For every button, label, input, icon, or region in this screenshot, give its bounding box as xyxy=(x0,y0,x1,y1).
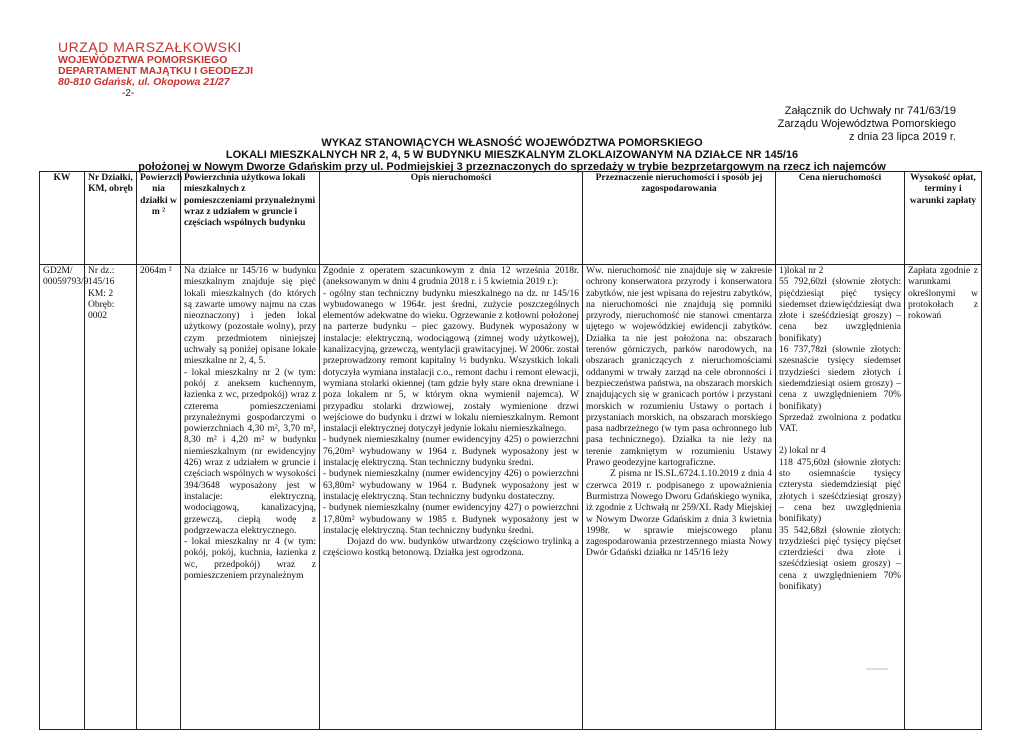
price-line: 2) lokal nr 4 xyxy=(779,446,826,457)
purpose-paragraph: Z pisma nr IS.SL.6724.1.10.2019 z dnia 4 czerwca 2019 r. podpisanego z upoważnienia Burmistrza Nowego Dworu Gdańskiego wynika, iż zgodnie z Uchwałą nr 259/XL Rady Miejskiej w Nowym Dworze Gdańskim z dnia 3 kwietnia 1998r. w sprawie miejscowego planu zagospodarowania przestrzennego miasta Nowy Dwór Gdański działka nr 145/16 leży xyxy=(586,469,773,559)
document-title xyxy=(0,137,1024,173)
title-line-1: WYKAZ STANOWIĄCYCH WŁASNOŚĆ WOJEWÓDZTWA POMORSKIEGO xyxy=(321,137,703,149)
table-header-row xyxy=(40,172,982,265)
header-description: Opis nieruchomości xyxy=(320,172,583,265)
opis-paragraph: - budynek niemieszkalny (numer ewidencyjny 427) o powierzchni 17,80m² wybudowany w 1985 r. Budynek wyposażony jest w instalację elektryczną. Stan techniczny budynku średni. xyxy=(323,503,579,536)
cell-price xyxy=(776,265,905,730)
price-line: 55 792,60zł (słownie złotych: pięćdziesiąt pięć tysięcy siedemset dziewięćdziesiąt dwa złote i sześćdziesiąt groszy) – cena bez uwzględnienia bonifikaty) xyxy=(779,277,901,344)
price-line: Sprzedaż zwolniona z podatku VAT. xyxy=(779,412,901,435)
annex-line-3: z dnia 23 lipca 2019 r. xyxy=(848,131,956,143)
lokale-paragraph: - lokal mieszkalny nr 2 (w tym: pokój z aneksem kuchennym, łazienka z wc, przedpokój) wraz z czterema pomieszczeniami przynależnymi gospodarczymi o powierzchniach 4,30 m², 3,70 m², 8,30 m² i 4,20 m² w budynku niemieszkalnym (nr ewidencyjny 426) wraz z udziałem w gruncie i częściach wspólnych w wysokości 394/3648 wyposażony jest w instalacje: elektryczną, wodociągową, kanalizacyjną, grzewczą, ciepłą wodę z podgrzewacza elektrycznego. xyxy=(184,367,316,536)
price-line: 35 542,68zł (słownie złotych: trzydzieści pięć tysięcy pięćset czterdzieści dwa złote i sześćdziesiąt osiem groszy) – cena z uwzględnieniem 70% bonifikaty) xyxy=(779,525,901,593)
header-area: Powierzch nia działki w m ² xyxy=(137,172,181,265)
cell-fees: Zapłata zgodnie z warunkami określonymi w protokołach z rokowań xyxy=(905,265,982,730)
stamp-line-2: WOJEWÓDZTWA POMORSKIEGO xyxy=(58,54,228,66)
title-line-3: położonej w Nowym Dworze Gdańskim przy ul. Podmiejskiej 3 przeznaczonych do sprzedaży w trybie bezprzetargowym na rzecz ich najemców xyxy=(138,161,886,173)
scan-mark xyxy=(866,668,888,670)
cell-purpose xyxy=(583,265,776,730)
opis-paragraph: - ogólny stan techniczny budynku mieszkalnego na dz. nr 145/16 wybudowanego w 1964r. jest średni, zużycie poszczególnych elementów adekwatne do wieku. Ogrzewanie z kotłowni położonej na parterze budynku – piec gazowy. Budynek wyposażony w instalacje: elektryczną, wodociągową (zimnej wody użytkowej), kanalizacyjną, grzewczą, wentylacji grawitacyjnej. W 2006r. został przeprowadzony remont kapitalny ½ budynku. Wszystkich lokali dotyczyła wymiana instalacji c.o., remont dachu i remont elewacji, wymiana stolarki okiennej (tam gdzie były stare okna drewniane i poza lokalem nr 5, w którym okna wymienił najemca). W przypadku stolarki drzwiowej, zostały wymienione drzwi wejściowe do budynku i drzwi w lokalu niemieszkalnym. Remont instalacji elektrycznej dotyczył jedynie lokalu niemieszkalnego. xyxy=(323,288,579,435)
header-parcel: Nr Działki, KM, obręb xyxy=(85,172,137,265)
price-line: 16 737,78zł (słownie złotych: szesnaście tysięcy siedemset trzydzieści siedem złotych i siedemdziesiąt osiem groszy) – cena z uwzględnieniem 70% bonifikaty) xyxy=(779,345,901,412)
stamp-line-1: URZĄD MARSZAŁKOWSKI xyxy=(58,39,242,55)
cell-area: 2064m ² xyxy=(137,265,181,730)
cell-parcel: Nr dz.: 145/16 KM: 2 Obręb: 0002 xyxy=(85,265,137,730)
purpose-paragraph: Ww. nieruchomość nie znajduje się w zakresie ochrony konserwatora przyrody i konserwatora zabytków, nie jest wpisana do rejestru zabytków, na nieruchomości nie znajdują się pomniki przyrody, nieruchomość nie stanowi cmentarza ujętego w wojewódzkiej ewidencji zabytków. Działka ta nie jest położona na: obszarach terenów górniczych, parków narodowych, na obszarach graniczących z nieruchomościami oddanymi w trwały zarząd na cele obronności i bezpieczeństwa państwa, na obszarach morskich znajdujących się w granicach portów i przystani morskich w rozumieniu Ustawy o portach i przystaniach morskich, na obszarach morskiego pasa nadbrzeżnego (w tym pasa ochronnego lub pasa technicznego). Działka ta nie leży na terenie zamkniętym w rozumieniu Ustawy Prawo geodezyjne kartograficzne. xyxy=(586,266,772,469)
opis-paragraph: Zgodnie z operatem szacunkowym z dnia 12 września 2018r. (aneksowanym w dniu 4 grudnia 2018 r. i 5 kwietnia 2019 r.): xyxy=(323,266,579,288)
opis-paragraph: Dojazd do ww. budynków utwardzony częściowo trylinką a częściowo kostką betonową. Działka jest ogrodzona. xyxy=(323,537,579,559)
cell-usable-area xyxy=(181,265,320,730)
price-line: 1)lokal nr 2 xyxy=(779,266,824,276)
header-purpose: Przeznaczenie nieruchomości i sposób jej zagospodarowania xyxy=(583,172,776,265)
header-kw: KW xyxy=(40,172,85,265)
lokale-paragraph: - lokal mieszkalny nr 4 (w tym: pokój, pokój, kuchnia, łazienka z wc, przedpokój) wraz z pomieszczeniem przynależnym xyxy=(184,537,316,582)
lokale-paragraph: Na działce nr 145/16 w budynku mieszkalnym znajduje się pięć lokali mieszkalnych (do których są zawarte umowy najmu na czas nieoznaczony) i jeden lokal użytkowy (pozostałe wolny), przy czym przedmiotem niniejszej uchwały są poniżej opisane lokale mieszkalne nr 2, 4, 5. xyxy=(184,266,316,367)
opis-paragraph: - budynek niemieszkalny (numer ewidencyjny 425) o powierzchni 76,20m² wybudowany w 1964 r. Budynek wyposażony jest w instalację elektryczną. Stan techniczny budynku średni. xyxy=(323,435,579,469)
header-price: Cena nieruchomości xyxy=(776,172,905,265)
title-line-2: LOKALI MIESZKALNYCH NR 2, 4, 5 W BUDYNKU MIESZKALNYM ZLOKLAIZOWANYM NA DZIAŁCE NR 145/16 xyxy=(225,149,799,161)
opis-paragraph: - budynek niemieszkalny (numer ewidencyjny 426) o powierzchni 63,80m² wybudowany w 1964 r. Budynek wyposażony jest w instalację elektryczną. Stan techniczny budynku dostateczny. xyxy=(323,469,579,502)
stamp-line-3: DEPARTAMENT MAJĄTKU I GEODEZJI xyxy=(58,65,254,77)
annex-line-2: Zarządu Województwa Pomorskiego xyxy=(777,118,956,130)
price-line: 118 475,60zł (słownie złotych: sto osiemnaście tysięcy czterysta siedemdziesiąt pięć złotych i sześćdziesiąt groszy) – cena bez uwzględnienia bonifikaty) xyxy=(779,457,901,525)
stamp-line-4: 80-810 Gdańsk, ul. Okopowa 21/27 xyxy=(58,76,230,88)
table-row xyxy=(40,265,982,730)
cell-description xyxy=(320,265,583,730)
cell-kw: GD2M/ 00059793/9 xyxy=(40,265,85,730)
page-number: -2- xyxy=(122,88,135,99)
header-usable-area: Powierzchnia użytkowa lokali mieszkalnych z pomieszczeniami przynależnymi wraz z udziałem w gruncie i częściach wspólnych budynku xyxy=(181,172,320,265)
property-table xyxy=(39,171,982,730)
header-fees: Wysokość opłat, terminy i warunki zapłaty xyxy=(905,172,982,265)
annex-line-1: Załącznik do Uchwały nr 741/63/19 xyxy=(784,105,956,117)
office-stamp xyxy=(58,40,253,99)
